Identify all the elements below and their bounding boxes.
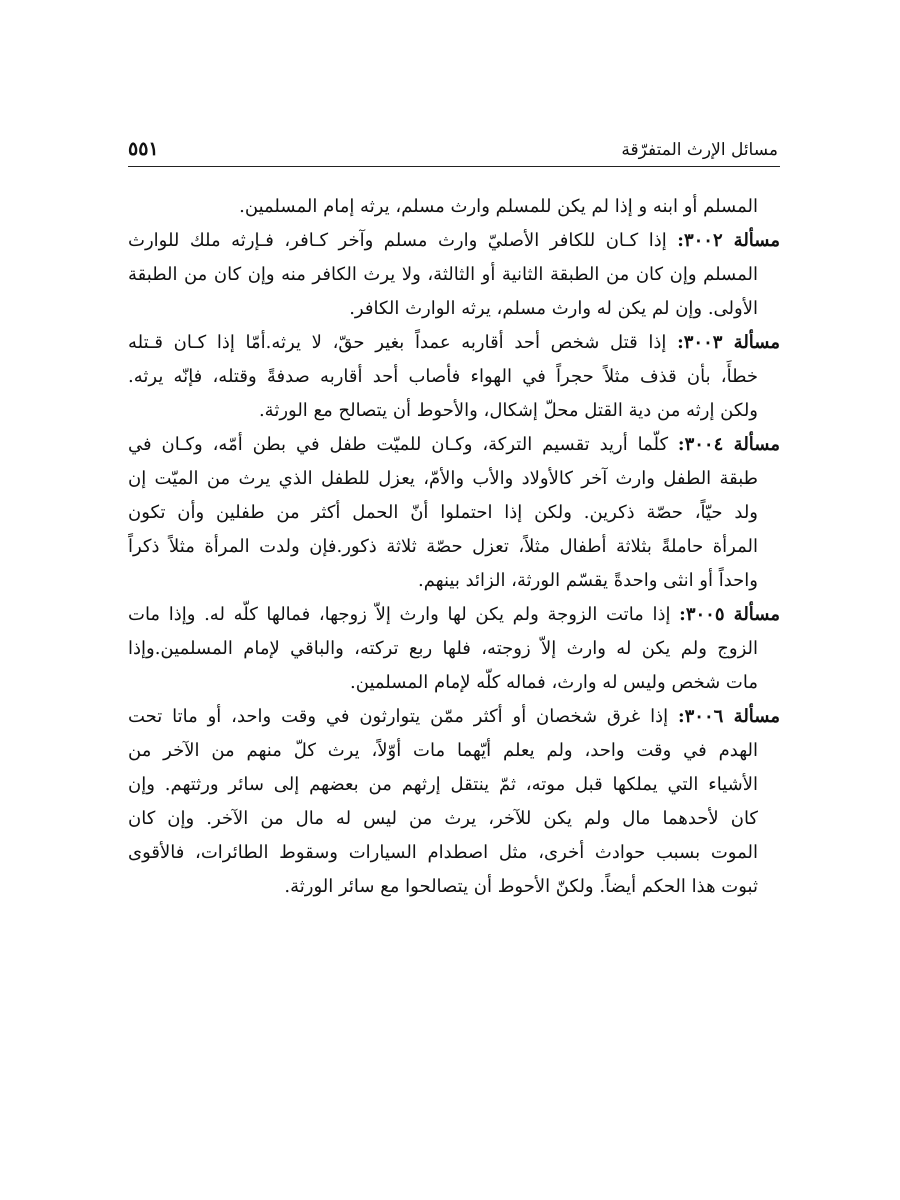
issue-3005 (128, 598, 780, 700)
issue-text: إذا غرق شخصان أو أكثر ممّن يتوارثون في وقت واحد، أو ماتا تحت (128, 706, 669, 727)
header-divider (128, 166, 780, 167)
issue-text: إذا كـان للكافر الأصليّ وارث مسلم وآخر كـافر، فـإرثه ملك للوارث (128, 230, 667, 251)
page-header (128, 138, 778, 168)
issue-3006 (128, 700, 780, 904)
text-line (128, 224, 780, 258)
text-line: المرأة حاملةً بثلاثة أطفال مثلاً، تعزل حصّة ثلاثة ذكور.فإن ولدت المرأة مثلاً ذكراً (128, 536, 758, 557)
page-number: ٥٥١ (128, 138, 159, 160)
text-line: الزوج ولم يكن له وارث إلاّ زوجته، فلها ربع تركته، والباقي لإمام المسلمين.وإذا (128, 638, 758, 659)
text-line: خطأً، بأن قذف مثلاً حجراً في الهواء فأصاب أحد أقاربه صدفةً وقتله، فإنّه يرثه. (128, 366, 758, 387)
text-line: كان لأحدهما مال ولم يكن للآخر، يرث من ليس له مال من الآخر. وإن كان (128, 808, 758, 829)
running-title: مسائل الإرث المتفرّقة (621, 140, 778, 160)
text-line (128, 428, 780, 462)
issue-label: مسألة ٣٠٠٤: (677, 434, 780, 455)
text-line: الموت بسبب حوادث أخرى، مثل اصطدام السيارات وسقوط الطائرات، فالأقوى (128, 842, 758, 863)
text-line: الأشياء التي يملكها قبل موته، ثمّ ينتقل إرثهم من بعضهم إلى سائر ورثتهم. وإن (128, 774, 758, 795)
paragraph-continuation (128, 190, 780, 224)
issue-3002 (128, 224, 780, 326)
issue-3004 (128, 428, 780, 598)
text-line (128, 598, 780, 632)
issue-label: مسألة ٣٠٠٦: (677, 706, 780, 727)
text-line: مات شخص وليس له وارث، فماله كلّه لإمام المسلمين. (350, 672, 758, 693)
text-line: ولد حيّاً، حصّة ذكرين. ولكن إذا احتملوا أنّ الحمل أكثر من طفلين وأن تكون (128, 502, 758, 523)
text-line: طبقة الطفل وارث آخر كالأولاد والأب والأمّ، يعزل للطفل الذي يرث من الميّت إن (128, 468, 758, 489)
issue-3003 (128, 326, 780, 428)
issue-text: كلّما أريد تقسيم التركة، وكـان للميّت طفل في بطن أمّه، وكـان في (128, 434, 669, 455)
text-line: المسلم وإن كان من الطبقة الثانية أو الثالثة، ولا يرث الكافر منه وإن كان من الطبقة (128, 264, 759, 285)
text-line: الهدم في وقت واحد، ولم يعلم أيّهما مات أوّلاً، يرث كلّ منهم من الآخر من (128, 740, 758, 761)
body-text (128, 190, 780, 904)
issue-label: مسألة ٣٠٠٣: (677, 332, 780, 353)
issue-text: إذا قتل شخص أحد أقاربه عمداً بغير حقّ، لا يرثه.أمّا إذا كـان قـتله (128, 332, 667, 353)
text-line (128, 326, 780, 360)
issue-text: إذا ماتت الزوجة ولم يكن لها وارث إلاّ زوجها، فمالها كلّه له. وإذا مات (128, 604, 671, 625)
issue-label: مسألة ٣٠٠٥: (679, 604, 780, 625)
text-line: ولكن إرثه من دية القتل محلّ إشكال، والأحوط أن يتصالح مع الورثة. (258, 400, 758, 421)
text-line (128, 700, 780, 734)
issue-label: مسألة ٣٠٠٢: (677, 230, 780, 251)
text-line: الأولى. وإن لم يكن له وارث مسلم، يرثه الوارث الكافر. (349, 298, 758, 319)
text-line: واحداً أو انثى واحدةً يقسّم الورثة، الزائد بينهم. (417, 570, 758, 591)
text-line: المسلم أو ابنه و إذا لم يكن للمسلم وارث مسلم، يرثه إمام المسلمين. (239, 196, 758, 217)
text-line: ثبوت هذا الحكم أيضاً. ولكنّ الأحوط أن يتصالحوا مع سائر الورثة. (284, 876, 758, 897)
